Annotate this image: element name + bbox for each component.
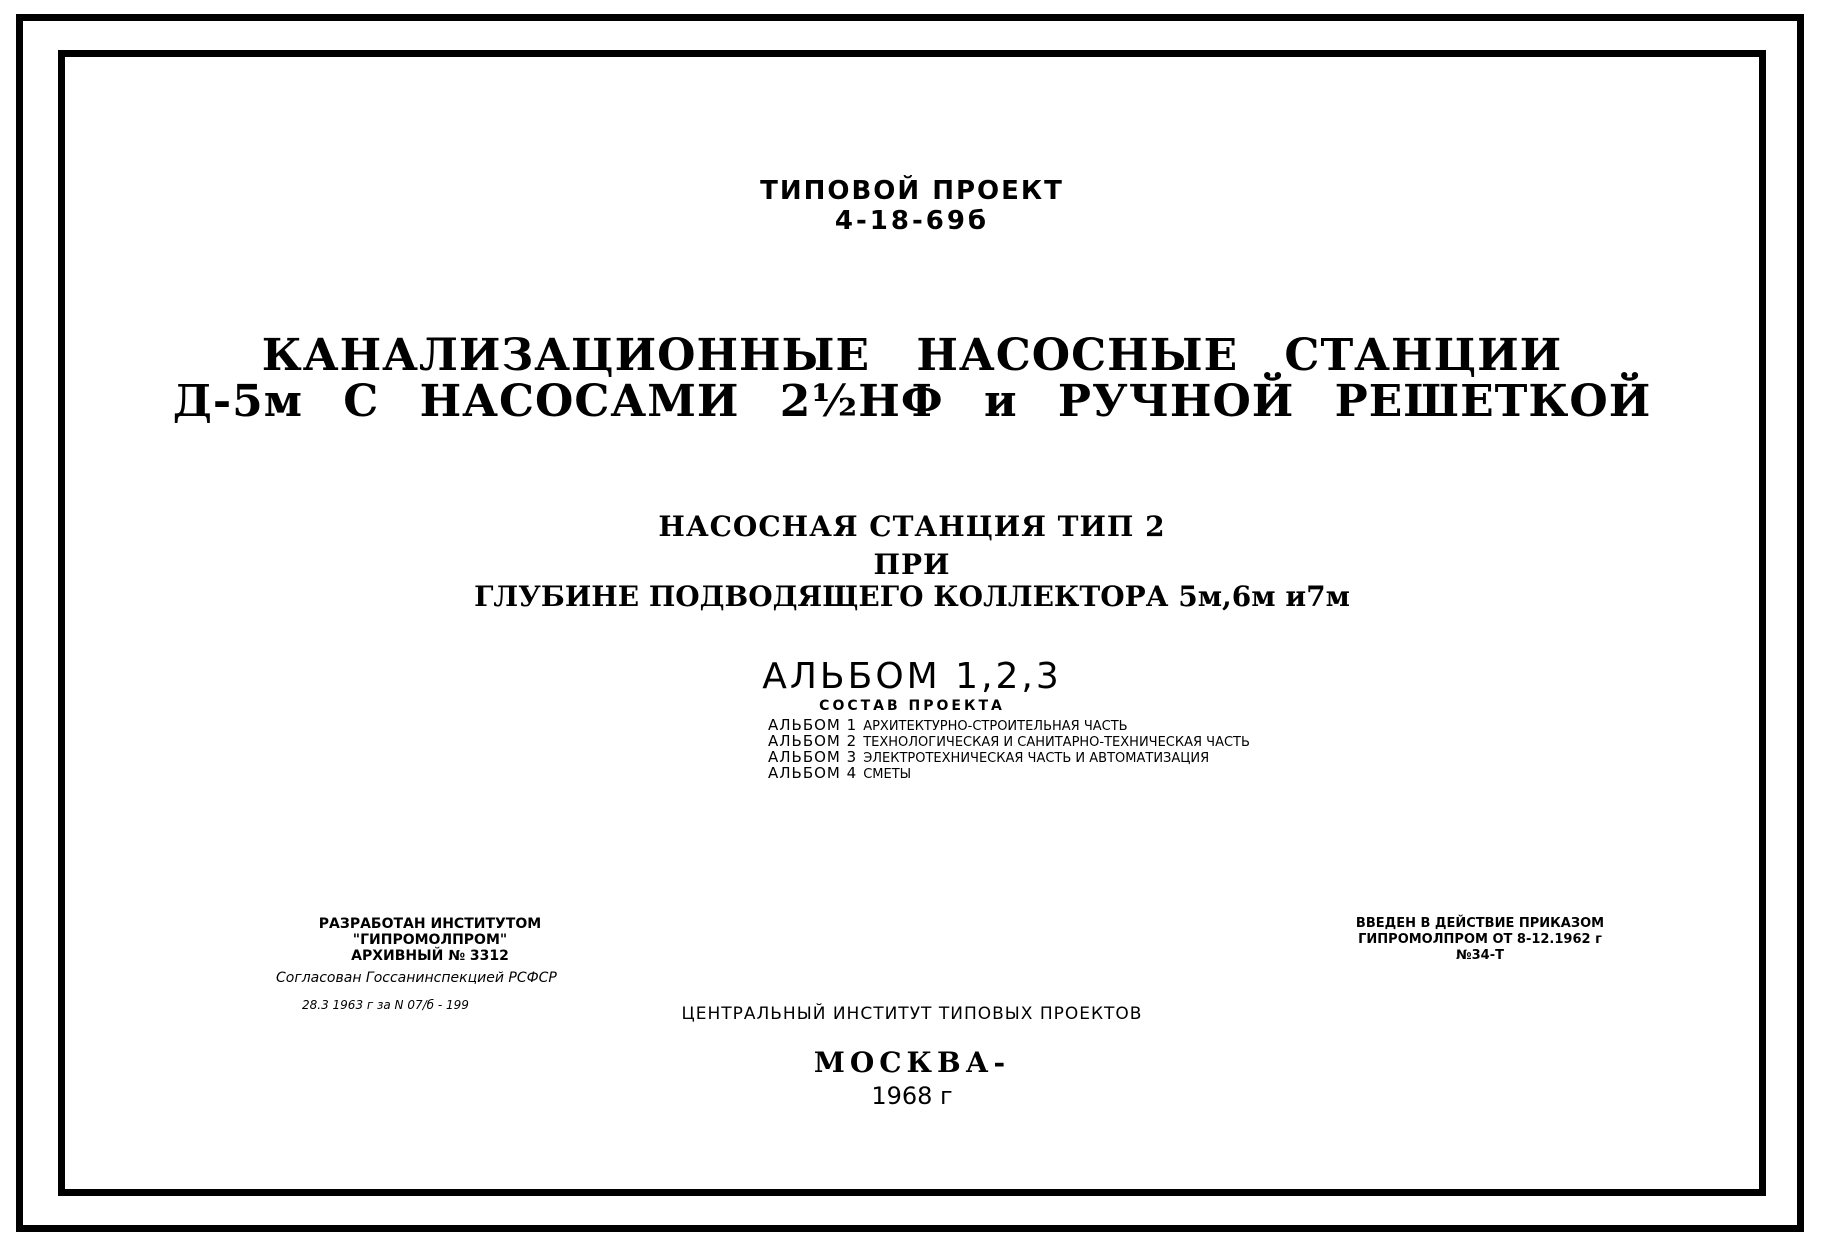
enactment-line1: ВВЕДЕН В ДЕЙСТВИЕ ПРИКАЗОМ: [1355, 916, 1605, 931]
album-text: СМЕТЫ: [863, 767, 912, 782]
subtitle-line1: НАСОСНАЯ СТАНЦИЯ ТИП 2: [658, 510, 1166, 543]
publisher-institute: ЦЕНТРАЛЬНЫЙ ИНСТИТУТ ТИПОВЫХ ПРОЕКТОВ: [681, 1004, 1143, 1024]
album-text: ЭЛЕКТРОТЕХНИЧЕСКАЯ ЧАСТЬ И АВТОМАТИЗАЦИЯ: [863, 751, 1210, 766]
main-title-line1: КАНАЛИЗАЦИОННЫЕ НАСОСНЫЕ СТАНЦИИ: [261, 330, 1563, 381]
album-heading: АЛЬБОМ 1,2,3: [762, 656, 1062, 697]
developer-block: [280, 916, 580, 964]
approval-reference: 28.3 1963 г за N 07/б - 199: [302, 998, 469, 1012]
city: МОСКВА-: [813, 1046, 1011, 1079]
enactment-block: [1340, 916, 1620, 964]
project-number: 4-18-69б: [834, 206, 990, 236]
year: 1968 г: [871, 1082, 953, 1110]
developer-line1: РАЗРАБОТАН ИНСТИТУТОМ: [318, 916, 542, 932]
album-label: АЛЬБОМ 2: [768, 732, 858, 750]
subtitle-line2: ПРИ: [873, 548, 951, 581]
developer-line3: АРХИВНЫЙ № 3312: [351, 948, 509, 964]
project-type-label: ТИПОВОЙ ПРОЕКТ: [760, 176, 1064, 206]
subtitle-line3: ГЛУБИНЕ ПОДВОДЯЩЕГО КОЛЛЕКТОРА 5м,6м и7м: [474, 580, 1350, 613]
approval-note: Согласован Госсанинспекцией РСФСР: [276, 970, 557, 986]
album-text: АРХИТЕКТУРНО-СТРОИТЕЛЬНАЯ ЧАСТЬ: [863, 719, 1128, 734]
composition-label: СОСТАВ ПРОЕКТА: [819, 698, 1005, 714]
album-list: [768, 718, 1250, 782]
album-label: АЛЬБОМ 4: [768, 764, 858, 782]
main-title-line2: Д-5м С НАСОСАМИ 2½НФ и РУЧНОЙ РЕШЕТКОЙ: [172, 376, 1652, 427]
enactment-line3: №34-Т: [1456, 948, 1504, 963]
list-item: [768, 766, 1250, 782]
album-label: АЛЬБОМ 3: [768, 748, 858, 766]
album-text: ТЕХНОЛОГИЧЕСКАЯ И САНИТАРНО-ТЕХНИЧЕСКАЯ ЧАСТЬ: [863, 735, 1250, 750]
enactment-line2: ГИПРОМОЛПРОМ ОТ 8-12.1962 г: [1358, 932, 1602, 947]
album-label: АЛЬБОМ 1: [768, 716, 858, 734]
developer-line2: "ГИПРОМОЛПРОМ": [352, 932, 508, 948]
